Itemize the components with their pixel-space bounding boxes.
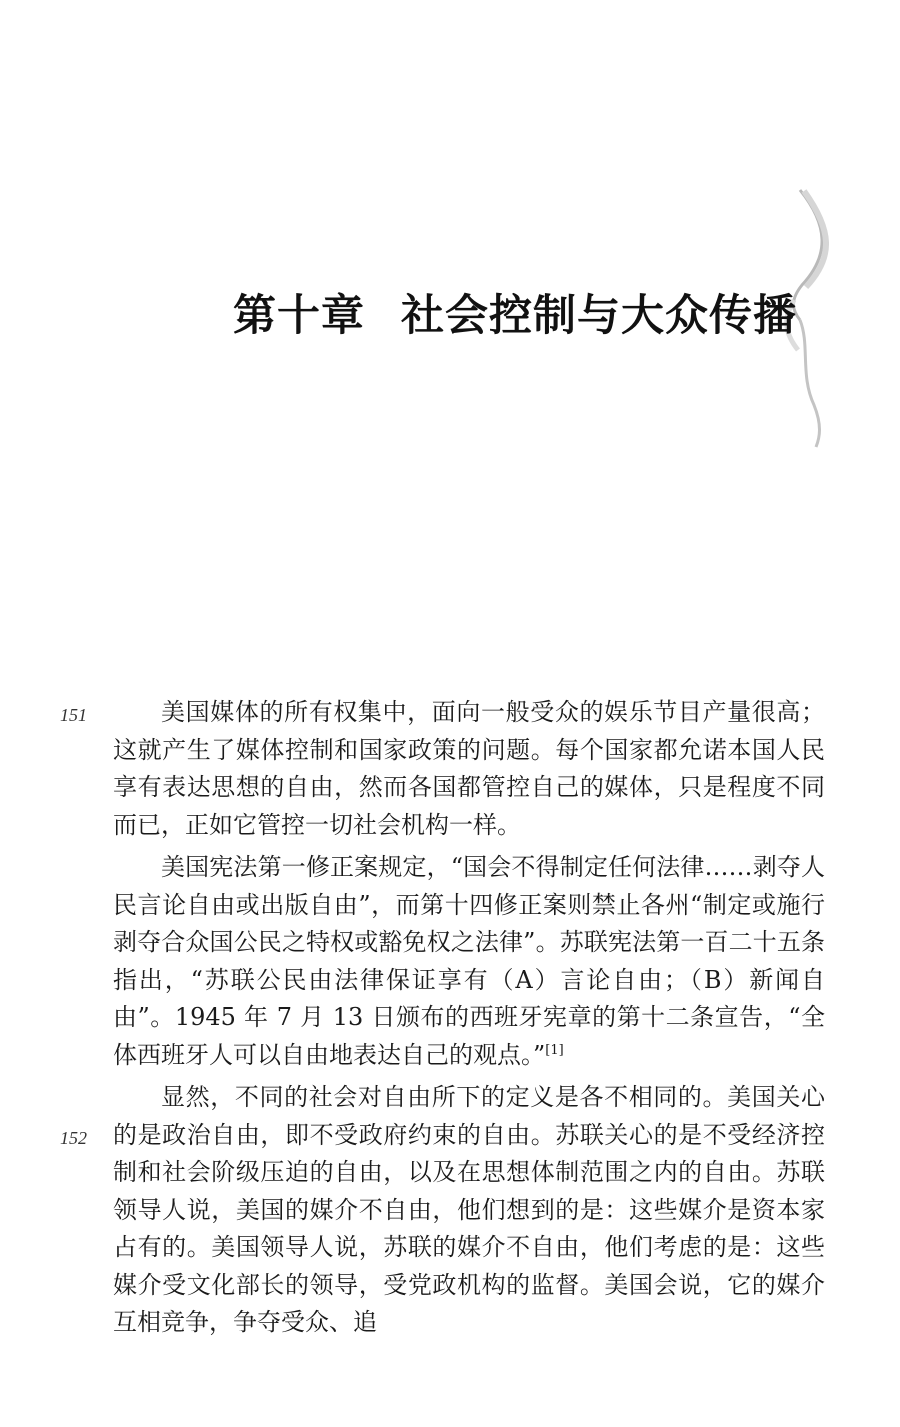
body-text <box>113 694 825 1347</box>
footnote-marker[interactable]: [1] <box>545 1042 564 1058</box>
paragraph-text: 美国宪法第一修正案规定，“国会不得制定任何法律……剥夺人民言论自由或出版自由”，而第十四修正案则禁止各州“制定或施行剥夺合众国公民之特权或豁免权之法律”。苏联宪法第一百二十五条指出，“苏联公民由法律保证享有（A）言论自由；（B）新闻自由”。1945 年 7 月 13 日颁布的西班牙宪章的第十二条宣告，“全体西班牙人可以自由地表达自己的观点。” <box>113 853 825 1069</box>
chapter-name: 社会控制与大众传播 <box>401 291 797 341</box>
paragraph: 显然，不同的社会对自由所下的定义是各不相同的。美国关心的是政治自由，即不受政府约束的自由。苏联关心的是不受经济控制和社会阶级压迫的自由，以及在思想体制范围之内的自由。苏联领导人说，美国的媒介不自由，他们想到的是：这些媒介是资本家占有的。美国领导人说，苏联的媒介不自由，他们考虑的是：这些媒介受文化部长的领导，受党政机构的监督。美国会说，它的媒介互相竞争，争夺受众、追 <box>113 1083 825 1336</box>
chapter-title <box>233 282 797 343</box>
paragraph: 美国媒体的所有权集中，面向一般受众的娱乐节目产量很高；这就产生了媒体控制和国家政策的问题。每个国家都允诺本国人民享有表达思想的自由，然而各国都管控自己的媒体，只是程度不同而已，正如它管控一切社会机构一样。 <box>113 698 825 839</box>
margin-page-number: 152 <box>60 1128 87 1148</box>
paragraph <box>113 849 825 1074</box>
chapter-number: 第十章 <box>233 291 365 341</box>
margin-page-number: 151 <box>60 705 87 725</box>
